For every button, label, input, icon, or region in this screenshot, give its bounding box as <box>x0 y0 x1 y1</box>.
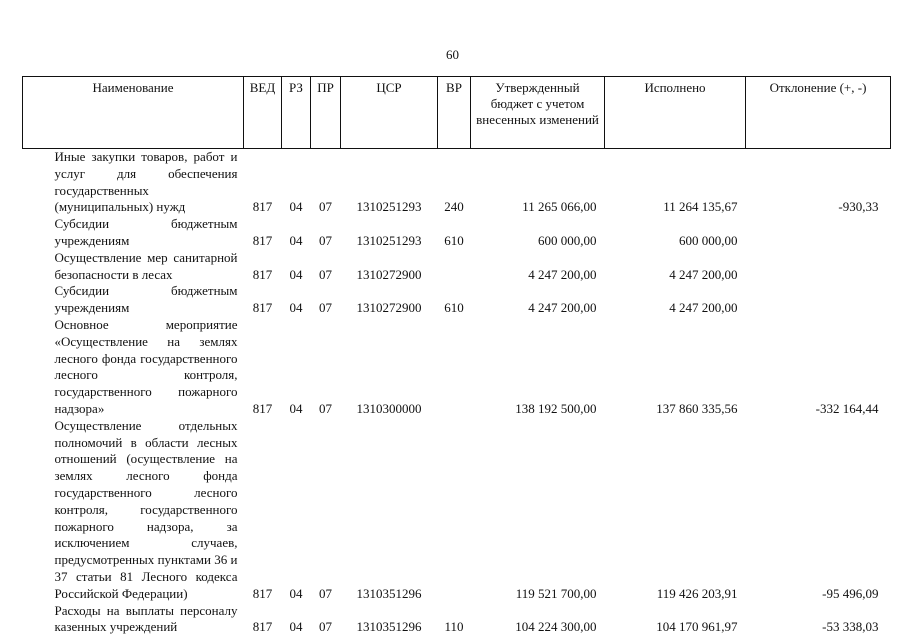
row-ved: 817 <box>252 232 273 248</box>
row-rz: 04 <box>289 232 303 248</box>
row-approved: 600 000,00 <box>538 232 597 248</box>
row-approved: 119 521 700,00 <box>515 585 597 601</box>
row-rz: 04 <box>289 199 303 215</box>
row-vr <box>438 250 471 284</box>
row-rz: 04 <box>289 300 303 316</box>
row-name: Субсидии бюджетным учреждениям <box>54 283 238 316</box>
row-executed: 137 860 335,56 <box>656 400 738 416</box>
row-vr: 610 <box>444 300 464 316</box>
row-ved: 817 <box>252 266 273 282</box>
row-name: Осуществление отдельных полномочий в области лесных отношений (осуществление на землях лесного фонда государственного лесного контроля, государственного пожарного надзора, за исключением случаев, предусмотренных пунктами 36 и 37 статьи 81 Лесного кодекса Российской Федерации) <box>54 417 238 601</box>
row-rz: 04 <box>289 400 303 416</box>
header-approved: Утвержденный бюджет с учетом внесенных изменений <box>471 77 605 149</box>
row-name: Субсидии бюджетным учреждениям <box>54 216 238 248</box>
table-row <box>23 250 891 284</box>
row-vr: 240 <box>444 199 464 215</box>
header-pr: ПР <box>311 77 341 149</box>
row-executed: 4 247 200,00 <box>669 300 738 316</box>
row-executed: 4 247 200,00 <box>669 266 738 282</box>
row-pr: 07 <box>319 300 332 316</box>
row-executed: 11 264 135,67 <box>663 199 738 215</box>
row-pr: 07 <box>319 266 332 282</box>
row-vr <box>438 418 471 603</box>
row-ved: 817 <box>252 199 273 215</box>
row-rz: 04 <box>289 585 303 601</box>
row-pr: 07 <box>319 400 332 416</box>
row-executed: 104 170 961,97 <box>656 619 738 635</box>
row-vr <box>438 317 471 418</box>
row-ved: 817 <box>252 300 273 316</box>
row-ved: 817 <box>252 585 273 601</box>
row-vr: 610 <box>444 232 464 248</box>
header-name: Наименование <box>23 77 244 149</box>
budget-table <box>22 76 891 636</box>
row-pr: 07 <box>319 232 332 248</box>
header-ved: ВЕД <box>244 77 282 149</box>
row-csr: 1310300000 <box>356 400 422 416</box>
header-vr: ВР <box>438 77 471 149</box>
row-executed: 600 000,00 <box>679 232 738 248</box>
row-csr: 1310272900 <box>356 300 422 316</box>
row-approved: 11 265 066,00 <box>522 199 597 215</box>
table-row <box>23 317 891 418</box>
table-header <box>23 77 891 149</box>
header-deviation: Отклонение (+, -) <box>746 77 891 149</box>
row-csr: 1310272900 <box>356 266 422 282</box>
row-pr: 07 <box>319 585 332 601</box>
page-number: 60 <box>446 47 459 62</box>
row-pr: 07 <box>319 199 332 215</box>
table-row <box>23 418 891 603</box>
row-approved: 138 192 500,00 <box>515 400 597 416</box>
row-pr: 07 <box>319 619 332 635</box>
row-deviation: -53 338,03 <box>822 619 879 635</box>
row-deviation: -95 496,09 <box>822 585 879 601</box>
row-name: Осуществление мер санитарной безопасности в лесах <box>54 249 238 282</box>
row-csr: 1310351296 <box>356 585 422 601</box>
row-deviation: -930,33 <box>838 199 879 215</box>
header-csr: ЦСР <box>341 77 438 149</box>
row-csr: 1310351296 <box>356 619 422 635</box>
table-row <box>23 149 891 217</box>
row-name: Иные закупки товаров, работ и услуг для обеспечения государственных (муниципальных) нужд <box>54 149 238 215</box>
row-deviation: -332 164,44 <box>815 400 879 416</box>
row-approved: 104 224 300,00 <box>515 619 597 635</box>
row-vr: 110 <box>444 619 464 635</box>
row-rz: 04 <box>289 266 303 282</box>
table-row <box>23 216 891 250</box>
row-deviation <box>746 216 891 250</box>
row-ved: 817 <box>252 619 273 635</box>
row-deviation <box>746 283 891 317</box>
header-executed: Исполнено <box>605 77 746 149</box>
header-rz: РЗ <box>282 77 311 149</box>
row-executed: 119 426 203,91 <box>656 585 738 601</box>
row-name: Основное мероприятие «Осуществление на землях лесного фонда государственного лесного контроля, государственного пожарного надзора» <box>54 316 238 416</box>
table-row <box>23 283 891 317</box>
row-csr: 1310251293 <box>356 199 422 215</box>
row-ved: 817 <box>252 400 273 416</box>
row-deviation <box>746 250 891 284</box>
table-row <box>23 603 891 637</box>
row-approved: 4 247 200,00 <box>528 300 597 316</box>
row-rz: 04 <box>289 619 303 635</box>
row-csr: 1310251293 <box>356 232 422 248</box>
row-approved: 4 247 200,00 <box>528 266 597 282</box>
row-name: Расходы на выплаты персоналу казенных учреждений <box>54 602 238 635</box>
